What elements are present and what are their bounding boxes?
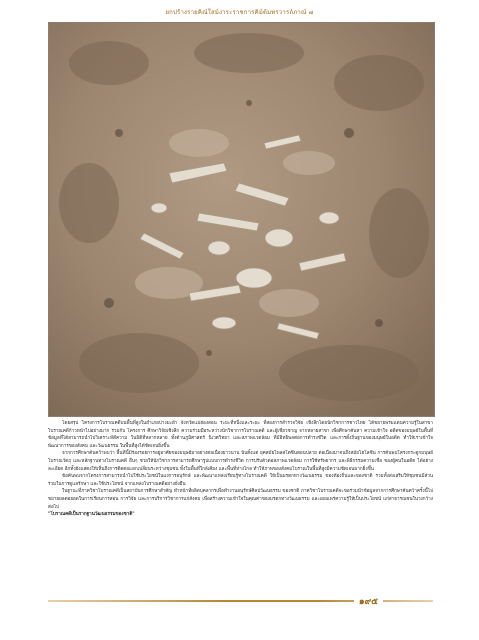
- paragraph-1: โดยสรุป โครงการโบราณคดีบนพื้นที่สูงในอำเภอปางมะผ้า จังหวัดแม่ฮ่องสอน ระยะที่หนึ่งและระยะ ที่สองการสำรวจวิจัย เชิงลึกโดยนักวิชาการชาวไทย ได้ขยายพรมแดนความรู้ในสาขาโบราณคดีก้าวหน้าไปอย่างมาก ร่วมกับ โครงการ ศึกษาวิจัยเชิงลึก ความร่วมมือระหว่างนักวิชาการโบราณคดี และผู้เชี่ยวชาญ จากหลายสาขา เพื่อศึกษาค้นหา ความเข้าใจ อดีตของมนุษย์ในพื้นที่ ข้อมูลที่ได้สามารถนำไปวิเคราะห์ตีความ ในมิติที่หลากหลาย ทั้งด้านภูมิศาสตร์ นิเวศวิทยา และสภาพแวดล้อม ที่มีอิทธิพลต่อการดำรงชีวิต และการตั้งถิ่นฐานของมนุษย์ในอดีต ทำให้เราเข้าใจ พัฒนาการของสังคม และวัฒนธรรม ในพื้นที่สูงได้ชัดเจนยิ่งขึ้น: [48, 421, 433, 449]
- closing-quote: "โบราณคดีเป็นรากฐานวัฒนธรรมของชาติ": [48, 512, 135, 518]
- page-number: ๑๙๕: [354, 594, 383, 608]
- paragraph-2: จากการศึกษาค้นคว้าพบว่า พื้นที่นี้มีร่องรอยการอยู่อาศัยของมนุษย์มาอย่างต่อเนื่องยาวนาน นับตั้งแต่ ยุคสมัยไพลสโตซีนตอนปลาย ต่อเนื่องมาจนถึงสมัยโฮโลซีน การค้นพบโครงกระดูกมนุษย์ โบราณวัตถุ และหลักฐานทางโบราณคดี อื่นๆ ช่วยให้นักวิชาการสามารถศึกษารูปแบบการดำรงชีวิต การปรับตัวต่อสภาพแวดล้อม การใช้ทรัพยากร และพิธีกรรมความเชื่อ ของผู้คนในอดีต ได้อย่างละเอียด อีกทั้งยังแสดงให้เห็นถึงการติดต่อแลกเปลี่ยนระหว่างชุมชน ทั้งในพื้นที่ใกล้เคียง และพื้นที่ห่างไกล ทำให้ภาพของสังคมโบราณในพื้นที่สูงมีความชัดเจนมากยิ่งขึ้น: [48, 451, 433, 472]
- body-text: [48, 420, 433, 519]
- paragraph-3: ข้อค้นพบจากโครงการสามารถนำไปใช้ประโยชน์ในแง่การอนุรักษ์ และพัฒนาแหล่งเรียนรู้ทางโบราณคดี ให้เป็นมรดกทางวัฒนธรรม ของท้องถิ่นและของชาติ รวมทั้งส่งเสริมให้ชุมชนมีส่วนร่วมในการดูแลรักษา และใช้ประโยชน์ จากแหล่งโบราณคดีอย่างยั่งยืน: [48, 474, 433, 487]
- running-header: ยกปร้างรายคิณ์ใสม์งาระราชการคิม์ต้มทรวารถ์ภาณ์ ๗: [165, 9, 314, 16]
- paragraph-4: ในฐานะที่ภาควิชาโบราณคดีเป็นสถาบันการศึกษาสำคัญ ทำหน้าที่ผลิตบุคลากรเพื่อทำงานอนุรักษ์ศิลปวัฒนธรรม ของชาติ ภาควิชาโบราณคดีจะขอร่วมนำข้อมูลจากการศึกษาค้นคว้าครั้งนี้ไปขยายผลต่อยอดในการเรียนการสอน การวิจัย และการบริการวิชาการแก่สังคม เพื่อสร้างความเข้าใจในคุณค่าของมรดกทางวัฒนธรรม และเผยแพร่ความรู้ให้เป็นประโยชน์ แก่สาธารณชนในวงกว้างต่อไป: [48, 489, 433, 510]
- excavation-photo: [48, 22, 435, 417]
- page-footer: [48, 594, 433, 608]
